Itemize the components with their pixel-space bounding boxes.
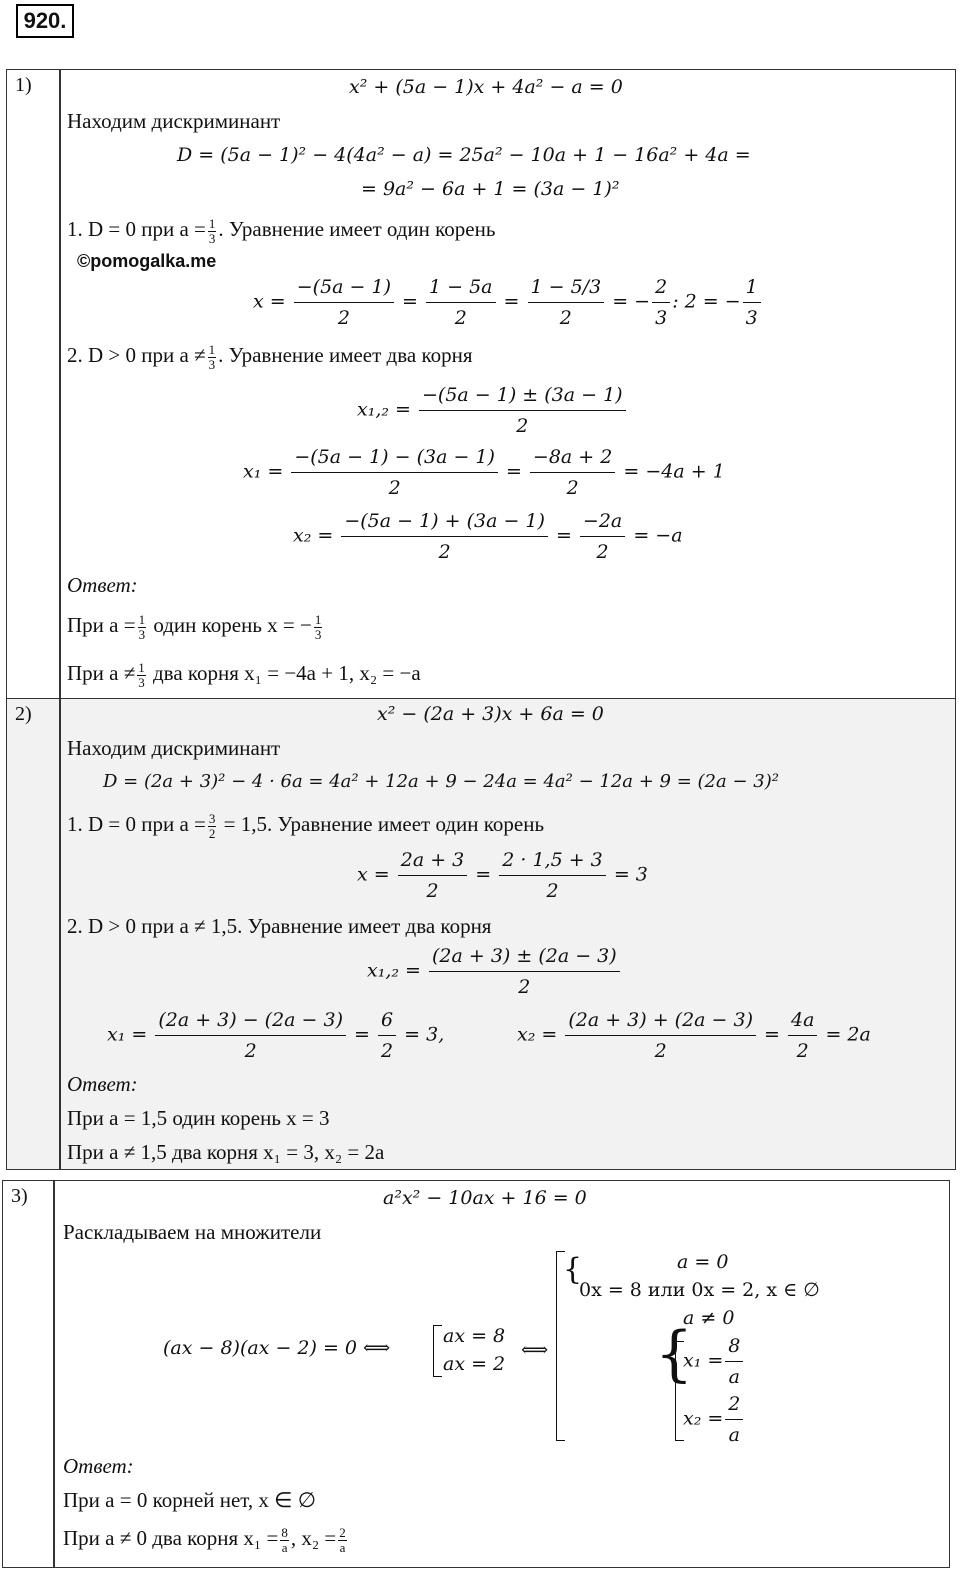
part-2-case2: 2. D > 0 при a ≠ 1,5. Уравнение имеет два корня bbox=[67, 914, 492, 938]
part-2-x2: x₂ = $\frac{(2a + 3) + (2a - 3)}{2}$ = $\frac{4a}{2}$ = 2a bbox=[517, 1005, 871, 1066]
part-3-case2-x1: x₁ = $\frac{8}{a}$ bbox=[683, 1331, 745, 1392]
part-2-answer-label: Ответ: bbox=[67, 1072, 138, 1096]
watermark: ©pomogalka.me bbox=[77, 251, 217, 271]
part-3-brace-2: { bbox=[655, 1319, 694, 1389]
part-2-label: 2) bbox=[15, 703, 32, 725]
part-1-case2: 2. D > 0 при a ≠ $\frac{1}{3}$ . Уравнение имеет два корня bbox=[67, 341, 473, 372]
part-3-case2-a: a ≠ 0 bbox=[683, 1307, 735, 1329]
part-3-case2-x2: x₂ = $\frac{2}{a}$ bbox=[683, 1389, 745, 1450]
part-1-disc-line2: = 9a² − 6a + 1 = (3a − 1)² bbox=[361, 178, 620, 200]
part-1-x12: x₁,₂ = $\frac{-(5a - 1) \pm (3a - 1)}{2}$ bbox=[357, 380, 628, 441]
part-1-equation: x² + (5a − 1)x + 4a² − a = 0 bbox=[349, 76, 623, 98]
part-3-set-bracket bbox=[433, 1325, 442, 1377]
part-1-answer-label: Ответ: bbox=[67, 573, 138, 597]
part-1-disc-line1: D = (5a − 1)² − 4(4a² − a) = 25a² − 10a + 1 − 16a² + 4a = bbox=[177, 144, 751, 166]
part-3-label: 3) bbox=[11, 1185, 28, 1207]
part-3-iff: ⟺ bbox=[521, 1339, 549, 1361]
part-3-product: (ax − 8)(ax − 2) = 0 ⟺ bbox=[163, 1337, 391, 1359]
part-1-find-disc: Находим дискриминант bbox=[67, 109, 281, 133]
part-3-brace-1: { bbox=[563, 1252, 583, 1287]
part-2-answer-2: При a ≠ 1,5 два корня x₁ = 3, x₂ = 2a bbox=[67, 1140, 385, 1164]
part-1-table bbox=[6, 69, 956, 699]
part-1-case1: 1. D = 0 при a = $\frac{1}{3}$ . Уравнение имеет один корень bbox=[67, 215, 496, 246]
part-2-equation: x² − (2a + 3)x + 6a = 0 bbox=[377, 703, 604, 725]
part-3-case1-a: a = 0 bbox=[677, 1251, 729, 1273]
part-1-answer-1: При a = $\frac{1}{3}$ один корень x = − $\frac{1}{3}$ bbox=[67, 611, 322, 642]
part-1-label: 1) bbox=[15, 74, 32, 96]
part-1-answer-2: При a ≠ $\frac{1}{3}$ два корня x₁ = −4a + 1, x₂ = −a bbox=[67, 659, 421, 690]
part-3-answer-label: Ответ: bbox=[63, 1454, 134, 1478]
part-3-factor: Раскладываем на множители bbox=[63, 1220, 322, 1244]
part-1-x1: x₁ = $\frac{-(5a - 1) - (3a - 1)}{2}$ = $\frac{-8a + 2}{2}$ = −4a + 1 bbox=[243, 442, 725, 503]
part-2-find-disc: Находим дискриминант bbox=[67, 736, 281, 760]
part-2-disc: D = (2a + 3)² − 4 · 6a = 4a² + 12a + 9 − 24a = 4a² − 12a + 9 = (2a − 3)² bbox=[103, 771, 779, 792]
part-3-answer-1: При a = 0 корней нет, x ∈ ∅ bbox=[63, 1488, 316, 1512]
part-2-answer-1: При a = 1,5 один корень x = 3 bbox=[67, 1106, 330, 1130]
part-3-sys2: ax = 2 bbox=[443, 1353, 506, 1375]
part-3-answer-2: При a ≠ 0 два корня x₁ = $\frac{8}{a}$ , x₂ = $\frac{2}{a}$ bbox=[63, 1524, 346, 1555]
part-1-single-root: x = $\frac{-(5a - 1)}{2}$ = $\frac{1 - 5a}{2}$ = $\frac{1 - 5/3}{2}$ = − $\frac{2}{3}$ : 2 = − $\frac{1}{3}$ bbox=[253, 272, 763, 333]
part-2-x1: x₁ = $\frac{(2a + 3) - (2a - 3)}{2}$ = $\frac{6}{2}$ = 3, bbox=[107, 1005, 444, 1066]
part-3-sys1: ax = 8 bbox=[443, 1325, 506, 1347]
part-2-table bbox=[6, 698, 956, 1170]
part-3-table bbox=[2, 1180, 950, 1568]
part-3-case1-b: 0x = 8 или 0x = 2, x ∈ ∅ bbox=[579, 1279, 820, 1301]
part-1-x2: x₂ = $\frac{-(5a - 1) + (3a - 1)}{2}$ = $\frac{-2a}{2}$ = −a bbox=[293, 506, 683, 567]
problem-number: 920. bbox=[16, 4, 74, 38]
part-2-case1: 1. D = 0 при a = $\frac{3}{2}$ = 1,5. Уравнение имеет один корень bbox=[67, 810, 545, 841]
part-3-equation: a²x² − 10ax + 16 = 0 bbox=[383, 1187, 587, 1209]
part-2-x12: x₁,₂ = $\frac{(2a + 3) \pm (2a - 3)}{2}$ bbox=[367, 941, 622, 1002]
part-2-single-root: x = $\frac{2a + 3}{2}$ = $\frac{2 \cdot 1,5 + 3}{2}$ = 3 bbox=[357, 845, 648, 906]
